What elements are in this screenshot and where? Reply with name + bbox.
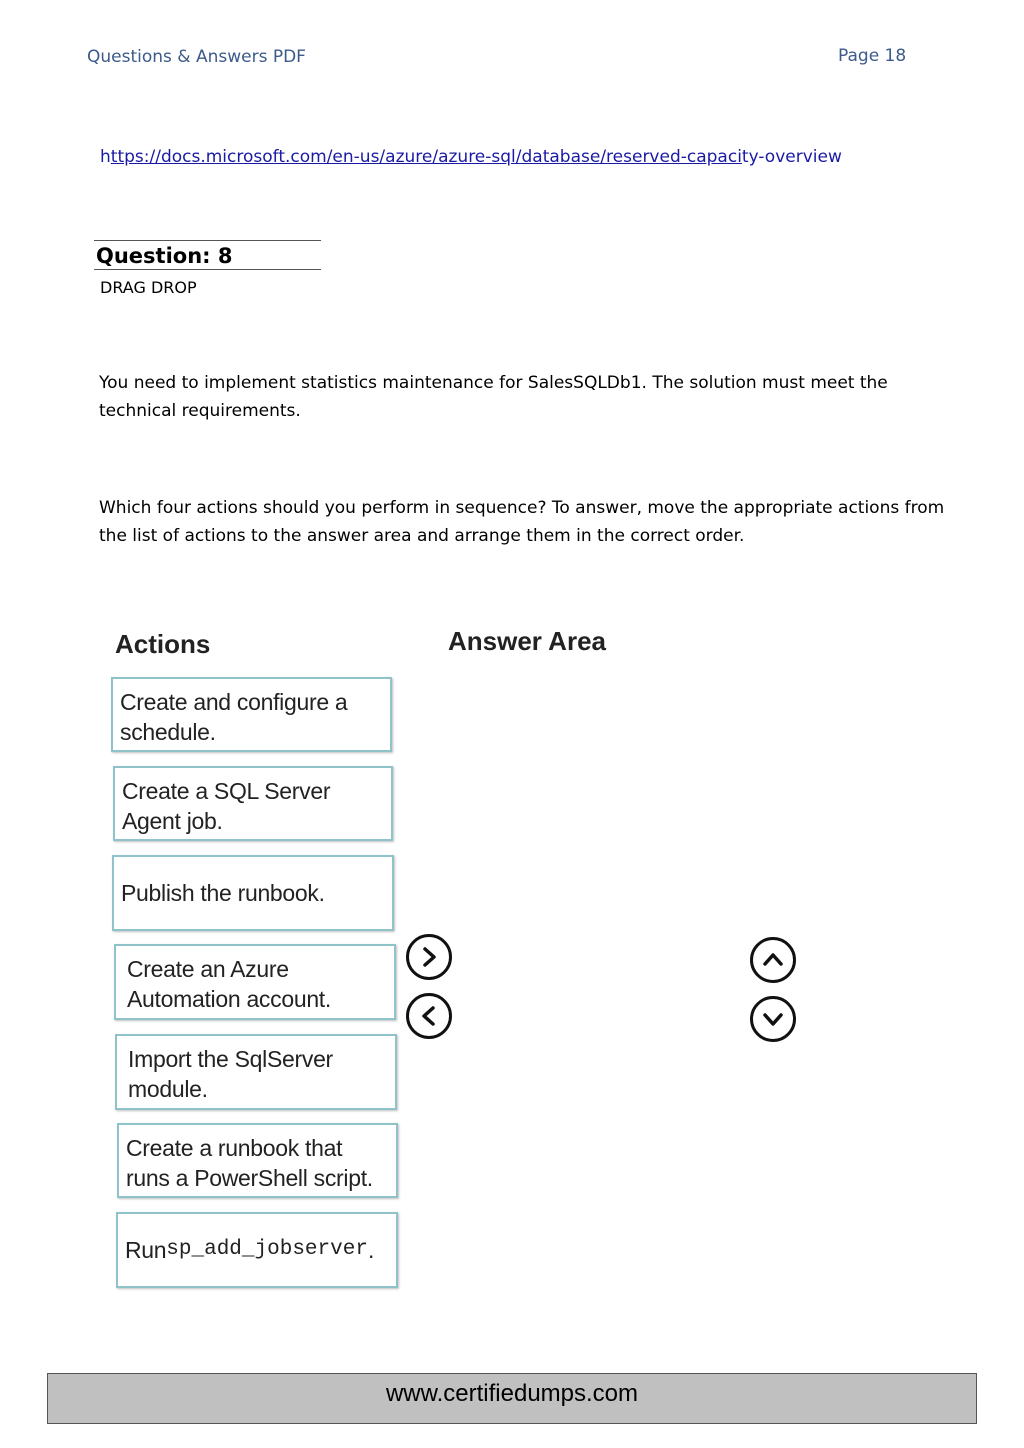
reference-link-underlined: ttps://docs.microsoft.com/en-us/azure/azure-sql/database/reserved-capaci (110, 147, 742, 167)
actions-heading: Actions (115, 629, 211, 659)
reference-link[interactable] (100, 147, 842, 167)
reference-link-prefix: h (100, 147, 111, 167)
chevron-down-icon (753, 999, 793, 1039)
question-title: Question: 8 (96, 244, 233, 268)
question-type: DRAG DROP (100, 278, 197, 297)
question-paragraph-2: Which four actions should you perform in sequence? To answer, move the appropriate actions from the list of actions to the answer area and arrange them in the correct order. (99, 498, 945, 546)
action-item[interactable]: Create a runbook that runs a PowerShell script. (117, 1123, 398, 1198)
move-down-button[interactable] (750, 996, 796, 1042)
header-title: Questions & Answers PDF (87, 47, 306, 67)
action-item[interactable]: Create and configure a schedule. (111, 677, 392, 752)
question-paragraph-1: You need to implement statistics maintenance for SalesSQLDb1. The solution must meet the technical requirements. (99, 373, 888, 421)
question-top-rule (94, 240, 321, 241)
page-number: Page 18 (838, 46, 907, 66)
chevron-right-icon (409, 937, 449, 977)
chevron-left-icon (409, 996, 449, 1036)
action-item[interactable] (116, 1212, 398, 1288)
action-item[interactable]: Publish the runbook. (112, 855, 394, 931)
chevron-up-icon (753, 940, 793, 980)
move-right-button[interactable] (406, 934, 452, 980)
action-item-code: sp_add_jobserver (166, 1238, 368, 1261)
reference-link-suffix: ty-overview (741, 147, 842, 167)
action-item-prefix: Run (125, 1237, 167, 1263)
action-item[interactable]: Import the SqlServer module. (115, 1034, 397, 1110)
action-item[interactable]: Create a SQL Server Agent job. (113, 766, 393, 841)
answer-area-heading: Answer Area (448, 626, 606, 656)
move-left-button[interactable] (406, 993, 452, 1039)
move-up-button[interactable] (750, 937, 796, 983)
footer-bar (47, 1373, 977, 1424)
footer-site-link[interactable]: www.certifiedumps.com (385, 1380, 639, 1407)
action-item[interactable]: Create an Azure Automation account. (114, 944, 396, 1020)
action-item-suffix: . (367, 1237, 375, 1263)
question-bottom-rule (94, 269, 321, 270)
